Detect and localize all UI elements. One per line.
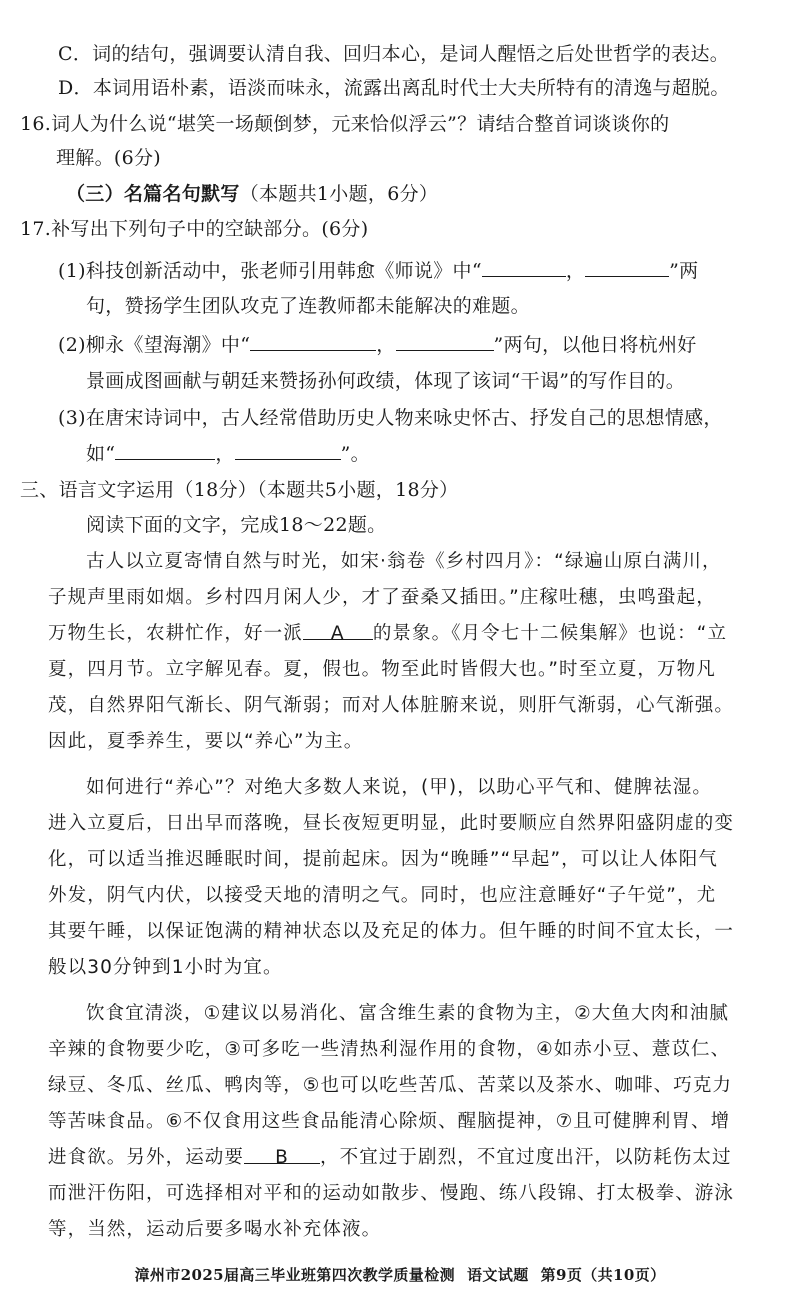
passage-p2-line-6: 般以30分钟到1小时为宜。 xyxy=(48,957,283,978)
passage-p2-line-2: 进入立夏后，日出早而落晚，昼长夜短更明显，此时要顺应自然界阳盛阴虚的变 xyxy=(48,813,735,834)
passage-p1-line-2: 子规声里雨如烟。乡村四月闲人少，才了蚕桑又插田。”庄稼吐穗，虫鸣蛩起， xyxy=(48,587,716,608)
answer-blank[interactable] xyxy=(250,332,376,351)
p1-line-3-a: 万物生长，农耕忙作，好一派 xyxy=(48,623,303,644)
answer-blank[interactable] xyxy=(235,441,341,460)
passage-p3-line-7: 等，当然，运动后要多喝水补充体液。 xyxy=(48,1219,382,1240)
blank-b[interactable]: B xyxy=(244,1145,320,1164)
item-3-text-a: 如“ xyxy=(86,443,116,465)
item-3-text-b: ”。 xyxy=(340,443,370,465)
passage-p1-line-3 xyxy=(48,621,727,647)
footer-subject: 语文试题 xyxy=(467,1266,529,1284)
answer-blank[interactable] xyxy=(585,258,669,277)
p1-line-3-b: 的景象。《月令七十二候集解》也说：“立 xyxy=(372,623,728,644)
question-17-item-2 xyxy=(58,332,697,358)
item-1-text-a: (1)科技创新活动中，张老师引用韩愈《师说》中“ xyxy=(58,260,482,282)
item-2-text-b: ”两句，以他日将杭州好 xyxy=(493,334,697,356)
reading-instruction: 阅读下面的文字，完成18～22题。 xyxy=(86,514,387,536)
passage-p2-line-5: 其要午睡，以保证饱满的精神状态以及充足的体力。但午睡的时间不宜太长，一 xyxy=(48,921,735,942)
question-17-item-1 xyxy=(58,258,698,284)
part-3-title: 三、语言文字运用（18分） xyxy=(20,479,258,501)
passage-p2-line-4: 外发，阴气内伏，以接受天地的清明之气。同时，也应注意睡好“子午觉”，尤 xyxy=(48,885,717,906)
passage-p2-line-3: 化，可以适当推迟睡眠时间，提前起床。因为“晚睡”“早起”，可以让人体阳气 xyxy=(48,849,718,870)
option-c: C．词的结句，强调要认清自我、回归本心，是词人醒悟之后处世哲学的表达。 xyxy=(58,43,730,65)
passage-p3-line-5 xyxy=(48,1145,732,1171)
footer-exam-title: 漳州市2025届高三毕业班第四次教学质量检测 xyxy=(134,1266,456,1284)
question-17-item-3-line-2 xyxy=(86,441,370,467)
question-17-item-3-line-1: (3)在唐宋诗词中，古人经常借助历史人物来咏史怀古、抒发自己的思想情感， xyxy=(58,407,723,429)
footer-page-number: 第9页（共10页） xyxy=(540,1266,666,1284)
item-1-text-b: ”两 xyxy=(669,260,699,282)
passage-p3-line-3: 绿豆、冬瓜、丝瓜、鸭肉等，⑤也可以吃些苦瓜、苦菜以及茶水、咖啡、巧克力 xyxy=(48,1075,733,1096)
passage-p1-line-1: 古人以立夏寄情自然与时光，如宋·翁卷《乡村四月》：“绿遍山原白满川， xyxy=(86,551,722,572)
passage-p1-line-6: 因此，夏季养生，要以“养心”为主。 xyxy=(48,731,364,752)
part-3-heading xyxy=(20,477,458,503)
question-16-line-1: 16.词人为什么说“堪笑一场颠倒梦，元来恰似浮云”？请结合整首词谈谈你的 xyxy=(20,113,670,135)
question-17-item-1-line-2: 句，赞扬学生团队攻克了连教师都未能解决的难题。 xyxy=(86,295,530,317)
passage-p3-line-4: 等苦味食品。⑥不仅食用这些食品能清心除烦、醒脑提神，⑦且可健脾利胃、增 xyxy=(48,1111,731,1132)
question-16-line-2: 理解。(6分) xyxy=(56,147,162,169)
part-3-note: （本题共5小题，18分） xyxy=(257,479,459,501)
answer-blank[interactable] xyxy=(115,441,215,460)
item-2-text-a: (2)柳永《望海潮》中“ xyxy=(58,334,251,356)
question-17-item-2-line-2: 景画成图画献与朝廷来赞扬孙何政绩，体现了该词“干谒”的写作目的。 xyxy=(86,370,686,392)
item-1-separator: ， xyxy=(565,260,586,282)
option-d: D．本词用语朴素，语淡而味永，流露出离乱时代士大夫所特有的清逸与超脱。 xyxy=(58,77,730,99)
blank-a[interactable]: A xyxy=(303,621,373,640)
passage-p3-line-6: 而泄汗伤阳，可选择相对平和的运动如散步、慢跑、练八段锦、打太极拳、游泳 xyxy=(48,1183,735,1204)
section-3-title: （三）名篇名句默写 xyxy=(66,183,240,205)
section-3-note: （本题共1小题，6分） xyxy=(239,183,439,205)
answer-blank[interactable] xyxy=(396,332,494,351)
passage-p2-line-1: 如何进行“养心”？对绝大多数人来说，(甲)，以助心平气和、健脾祛湿。 xyxy=(86,777,713,798)
passage-p1-line-4: 夏，四月节。立字解见春。夏，假也。物至此时皆假大也。”时至立夏，万物凡 xyxy=(48,659,716,680)
p3-line-5-b: ，不宜过于剧烈，不宜过度出汗，以防耗伤太过 xyxy=(320,1147,732,1168)
item-3-separator: ， xyxy=(215,443,235,465)
item-2-separator: ， xyxy=(376,334,396,356)
answer-blank[interactable] xyxy=(482,258,566,277)
page-footer xyxy=(0,1264,800,1285)
p3-line-5-a: 进食欲。另外，运动要 xyxy=(48,1147,245,1168)
section-3-heading xyxy=(66,181,438,207)
passage-p3-line-1: 饮食宜清淡，①建议以易消化、富含维生素的食物为主，②大鱼大肉和油腻 xyxy=(86,1003,729,1024)
passage-p1-line-5: 茂，自然界阳气渐长、阴气渐弱；而对人体脏腑来说，则肝气渐弱，心气渐强。 xyxy=(48,695,735,716)
passage-p3-line-2: 辛辣的食物要少吃，③可多吃一些清热利湿作用的食物，④如赤小豆、薏苡仁、 xyxy=(48,1039,731,1060)
question-17-stem: 17.补写出下列句子中的空缺部分。(6分) xyxy=(20,218,369,240)
